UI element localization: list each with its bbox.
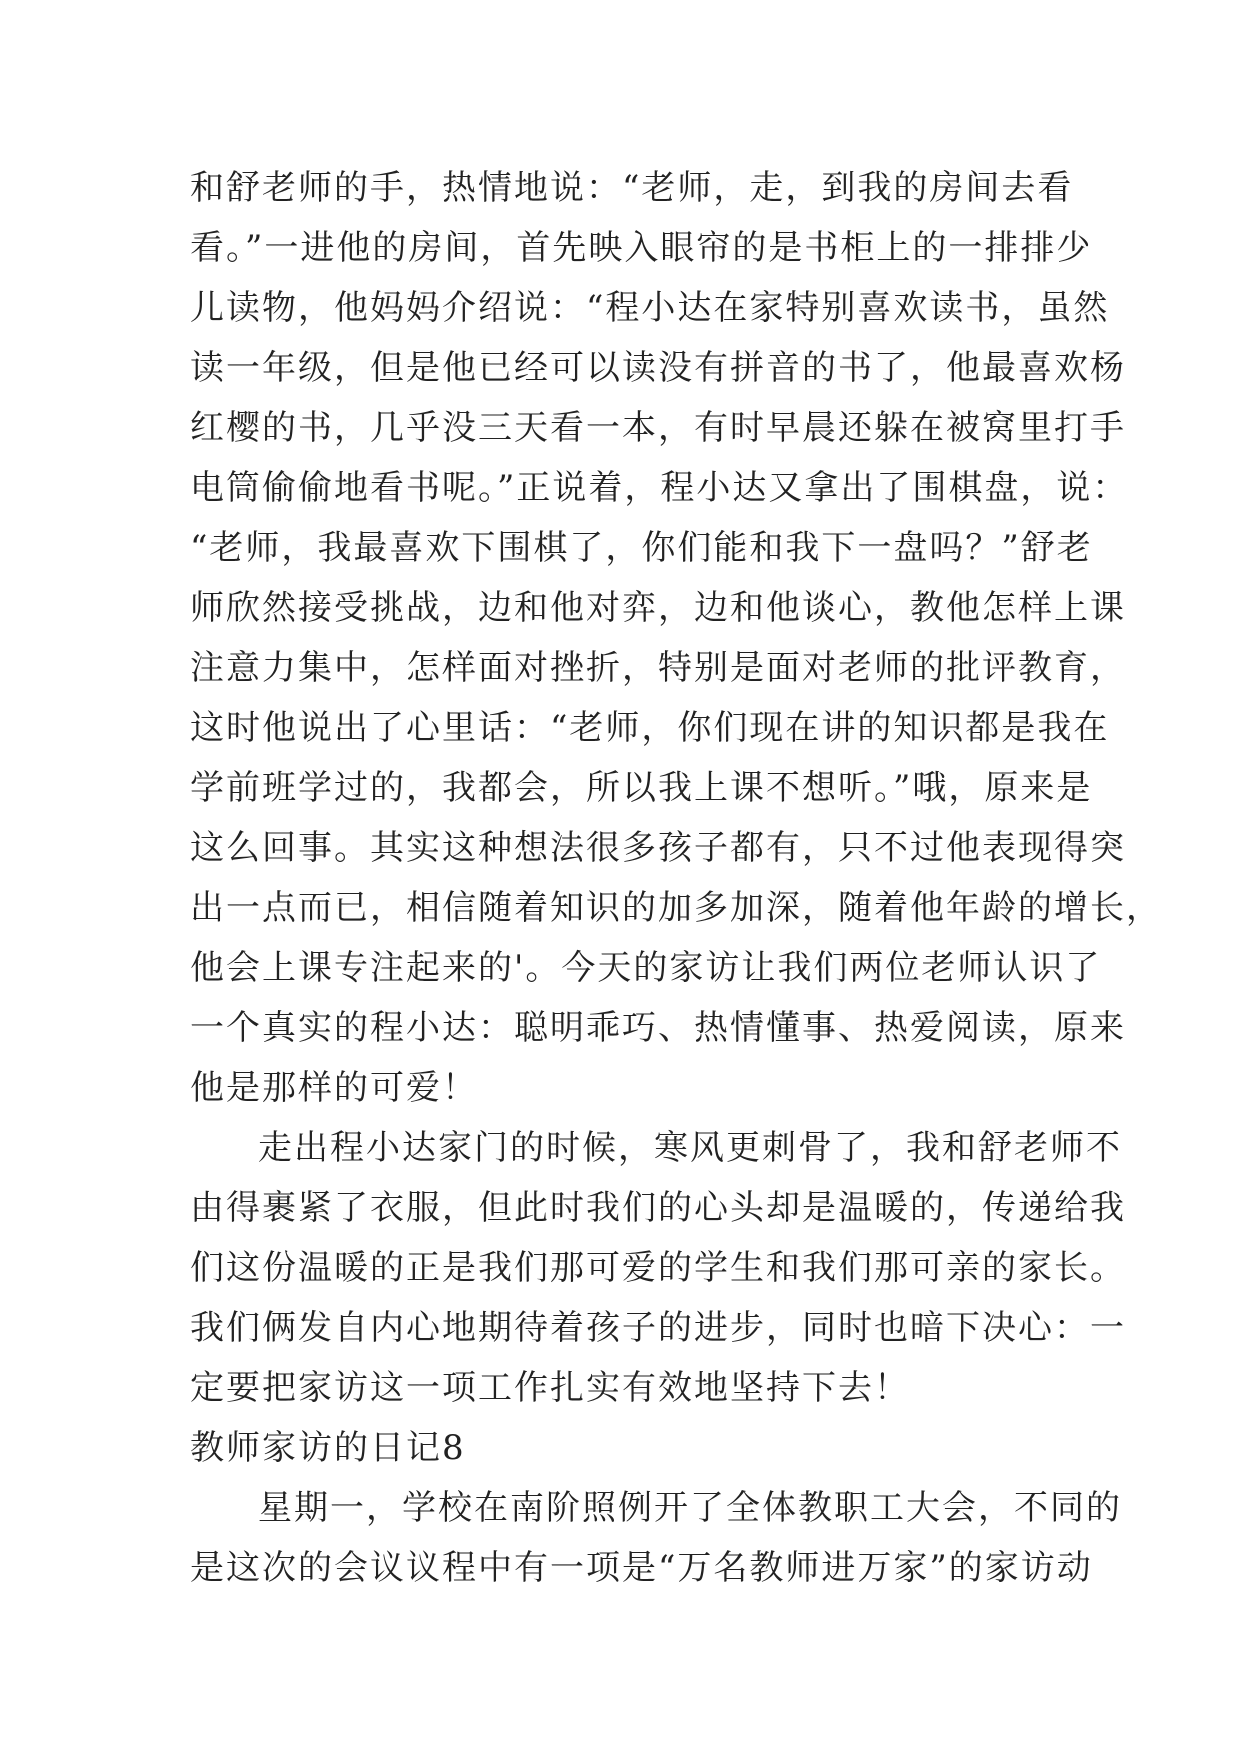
paragraph-line: 和舒老师的手，热情地说：“老师，走，到我的房间去看 [190,168,1074,208]
document-body [190,158,1162,1598]
paragraph-line: 走出程小达家门的时候，寒风更刺骨了，我和舒老师不 [258,1128,1122,1168]
section-heading: 教师家访的日记8 [190,1428,466,1468]
paragraph-line: 电筒偷偷地看书呢。”正说着，程小达又拿出了围棋盘，说： [190,468,1129,508]
paragraph-line: 他是那样的可爱！ [190,1068,478,1108]
paragraph-line: 们这份温暖的正是我们那可爱的学生和我们那可亲的家长。 [190,1248,1126,1288]
paragraph-line: 星期一，学校在南阶照例开了全体教职工大会，不同的 [258,1488,1122,1528]
paragraph-line: 这么回事。其实这种想法很多孩子都有，只不过他表现得突 [190,828,1126,868]
paragraph-line: 儿读物，他妈妈介绍说：“程小达在家特别喜欢读书，虽然 [190,288,1110,328]
paragraph-line: 是这次的会议议程中有一项是“万名教师进万家”的家访动 [190,1548,1093,1588]
paragraph-line: 学前班学过的，我都会，所以我上课不想听。”哦，原来是 [190,768,1093,808]
paragraph-line: 师欣然接受挑战，边和他对弈，边和他谈心，教他怎样上课 [190,588,1126,628]
paragraph-line: 一个真实的程小达：聪明乖巧、热情懂事、热爱阅读，原来 [190,1008,1126,1048]
paragraph-line: 看。”一进他的房间，首先映入眼帘的是书柜上的一排排少 [190,228,1093,268]
paragraph-line: 红樱的书，几乎没三天看一本，有时早晨还躲在被窝里打手 [190,408,1126,448]
paragraph-line: 读一年级，但是他已经可以读没有拼音的书了，他最喜欢杨 [190,348,1126,388]
paragraph-line: 他会上课专注起来的'。今天的家访让我们两位老师认识了 [190,948,1102,988]
paragraph-line: “老师，我最喜欢下围棋了，你们能和我下一盘吗？”舒老 [190,528,1093,568]
paragraph-line: 出一点而已，相信随着知识的加多加深，随着他年龄的增长， [190,888,1162,928]
paragraph-line: 定要把家访这一项工作扎实有效地坚持下去！ [190,1368,910,1408]
paragraph-line: 由得裹紧了衣服，但此时我们的心头却是温暖的，传递给我 [190,1188,1126,1228]
paragraph-line: 我们俩发自内心地期待着孩子的进步，同时也暗下决心：一 [190,1308,1126,1348]
paragraph-line: 这时他说出了心里话：“老师，你们现在讲的知识都是我在 [190,708,1110,748]
paragraph-line: 注意力集中，怎样面对挫折，特别是面对老师的批评教育， [190,648,1126,688]
